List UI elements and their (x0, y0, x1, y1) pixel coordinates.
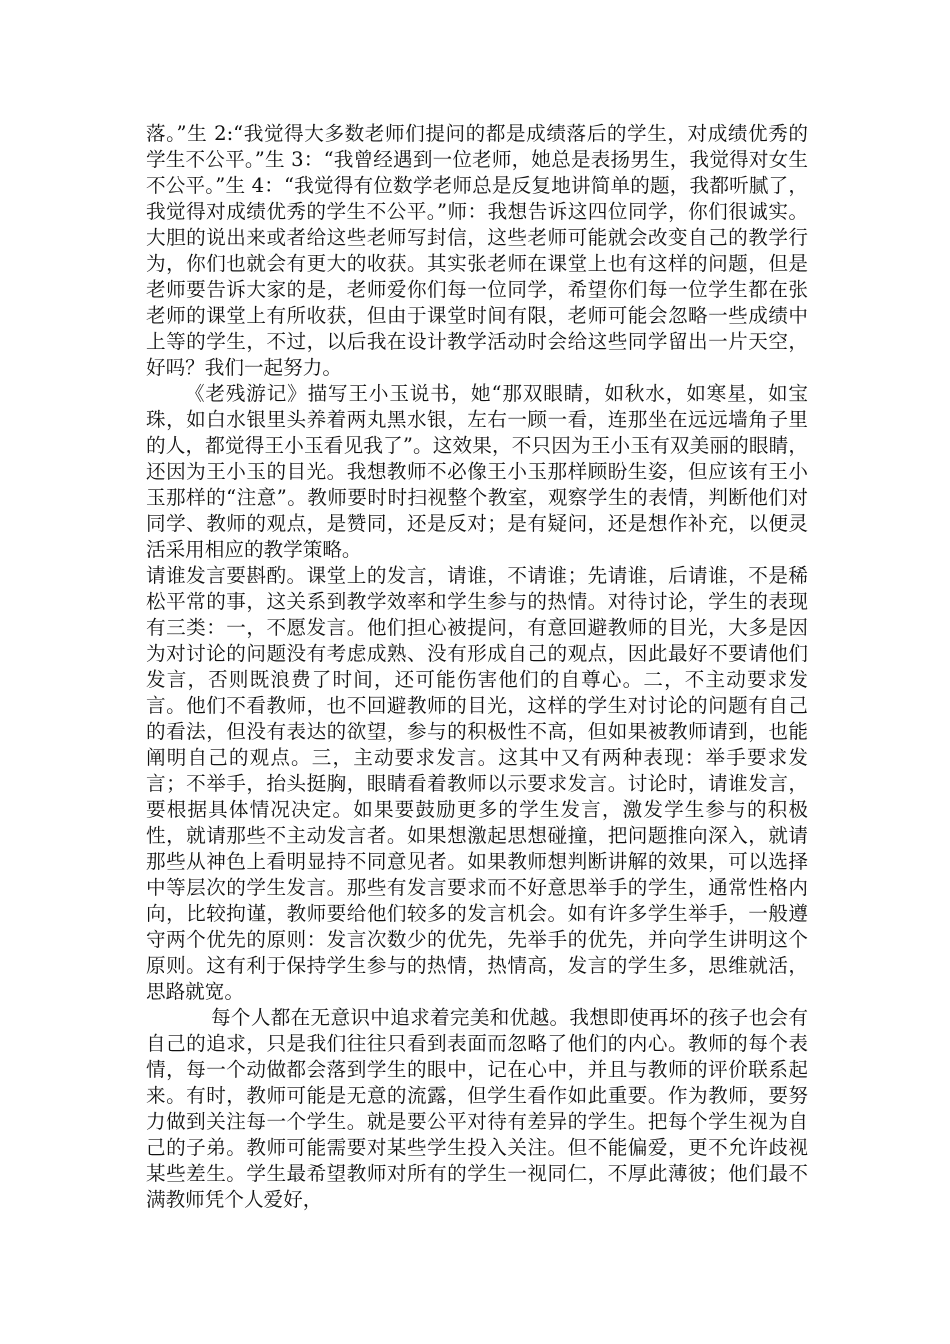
paragraph-attention-to-every-student: 每个人都在无意识中追求着完美和优越。我想即使再坏的孩子也会有自己的追求，只是我们往往只看到表面而忽略了他们的内心。教师的每个表情，每一个动做都会落到学生的眼中，记在心中，并且与教师的评价联系起来。有时，教师可能是无意的流露，但学生看作如此重要。作为教师，要努力做到关注每一个学生。就是要公平对待有差异的学生。把每个学生视为自己的子弟。教师可能需要对某些学生投入关注。但不能偏爱，更不允许歧视某些差生。学生最希望教师对所有的学生一视同仁，不厚此薄彼；他们最不满教师凭个人爱好， (146, 1006, 808, 1211)
paragraph-student-complaints: 落。”生 2:“我觉得大多数老师们提问的都是成绩落后的学生，对成绩优秀的学生不公平。”生 3：“我曾经遇到一位老师，她总是表扬男生，我觉得对女生不公平。”生 4：“我觉得有位数学老师总是反复地讲简单的题，我都听腻了，我觉得对成绩优秀的学生不公平。”师：我想告诉这四位同学，你们很诚实。大胆的说出来或者给这些老师写封信，这些老师可能就会改变自己的教学行为，你们也就会有更大的收获。其实张老师在课堂上也有这样的问题，但是老师要告诉大家的是，老师爱你们每一位同学，希望你们每一位学生都在张老师的课堂上有所收获，但由于课堂时间有限，老师可能会忽略一些成绩中上等的学生，不过，以后我在设计教学活动时会给这些同学留出一片天空，好吗？我们一起努力。 (146, 122, 808, 379)
paragraph-wang-xiaoyu-gaze: 《老残游记》描写王小玉说书，她“那双眼睛，如秋水，如寒星，如宝珠，如白水银里头养着两丸黑水银，左右一顾一看，连那坐在远远墙角子里的人，都觉得王小玉看见我了”。这效果，不只因为王小玉有双美丽的眼睛，还因为王小玉的目光。我想教师不必像王小玉那样顾盼生姿，但应该有王小玉那样的“注意”。教师要时时扫视整个教室，观察学生的表情，判断他们对同学、教师的观点，是赞同，还是反对；是有疑问，还是想作补充，以便灵活采用相应的教学策略。 (146, 382, 808, 561)
paragraph-choosing-speakers: 请谁发言要斟酌。课堂上的发言，请谁，不请谁；先请谁，后请谁，不是稀松平常的事，这关系到教学效率和学生参与的热情。对待讨论，学生的表现有三类：一，不愿发言。他们担心被提问，有意回避教师的目光，大多是因为对讨论的问题没有考虑成熟、没有形成自己的观点，因此最好不要请他们发言，否则既浪费了时间，还可能伤害他们的自尊心。二，不主动要求发言。他们不看教师，也不回避教师的目光，这样的学生对讨论的问题有自己的看法，但没有表达的欲望，参与的积极性不高，但如果被教师请到，也能阐明自己的观点。三，主动要求发言。这其中又有两种表现：举手要求发言；不举手，抬头挺胸，眼睛看着教师以示要求发言。讨论时，请谁发言，要根据具体情况决定。如果要鼓励更多的学生发言，激发学生参与的积极性，就请那些不主动发言者。如果想激起思想碰撞，把问题推向深入，就请那些从神色上看明显持不同意见者。如果教师想判断讲解的效果，可以选择中等层次的学生发言。那些有发言要求而不好意思举手的学生，通常性格内向，比较拘谨，教师要给他们较多的发言机会。如有许多学生举手，一般遵守两个优先的原则：发言次数少的优先，先举手的优先，并向学生讲明这个原则。这有利于保持学生参与的热情，热情高，发言的学生多，思维就活，思路就宽。 (146, 564, 808, 1003)
document-page (146, 121, 808, 1213)
